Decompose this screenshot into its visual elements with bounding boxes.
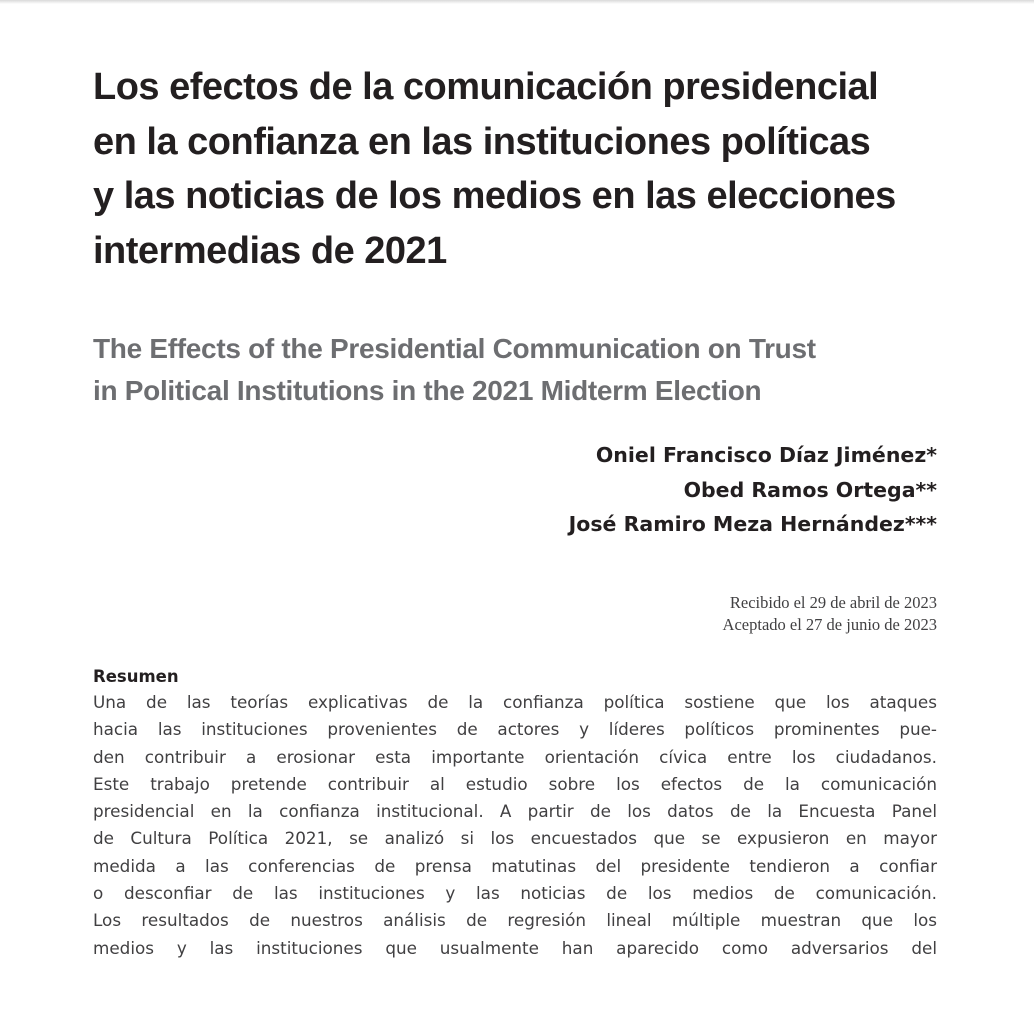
abstract-heading: Resumen bbox=[93, 667, 179, 686]
abstract-line: o desconfiar de las instituciones y las noticias de los medios de comunicación. bbox=[93, 883, 937, 904]
author-name: José Ramiro Meza Hernández*** bbox=[568, 512, 937, 536]
title-es-line: en la confianza en las instituciones políticas bbox=[93, 120, 871, 163]
abstract-line: Una de las teorías explicativas de la confianza política sostiene que los ataques bbox=[93, 692, 937, 712]
article-title-spanish bbox=[93, 60, 953, 278]
abstract-line: de Cultura Política 2021, se analizó si los encuestados que se expusieron en mayor bbox=[93, 828, 937, 849]
accepted-date: Aceptado el 27 de junio de 2023 bbox=[722, 615, 937, 634]
received-date: Recibido el 29 de abril de 2023 bbox=[729, 593, 937, 612]
abstract-line: den contribuir a erosionar esta importante orientación cívica entre los ciudadanos. bbox=[93, 746, 937, 767]
author-name: Oniel Francisco Díaz Jiménez* bbox=[595, 443, 937, 467]
abstract-line: Los resultados de nuestros análisis de regresión lineal múltiple muestran que los bbox=[93, 910, 937, 931]
abstract-line: medios y las instituciones que usualmente han aparecido como adversarios del bbox=[93, 937, 937, 958]
abstract-line: presidencial en la confianza institucional. A partir de los datos de la Encuesta Panel bbox=[93, 801, 937, 822]
title-es-line: y las noticias de los medios en las elecciones bbox=[93, 175, 896, 217]
author-name: Obed Ramos Ortega** bbox=[683, 477, 937, 502]
title-en-line: in Political Institutions in the 2021 Midterm Election bbox=[93, 375, 762, 406]
title-en-line: The Effects of the Presidential Communication on Trust bbox=[93, 333, 816, 364]
abstract-line: Este trabajo pretende contribuir al estudio sobre los efectos de la comunicación bbox=[93, 773, 937, 794]
submission-dates bbox=[723, 592, 937, 636]
article-title-english bbox=[93, 328, 953, 412]
title-es-line: Los efectos de la comunicación presidencial bbox=[93, 66, 879, 108]
title-es-line: intermedias de 2021 bbox=[93, 229, 447, 272]
abstract-line: medida a las conferencias de prensa matutinas del presidente tendieron a confiar bbox=[93, 855, 937, 876]
abstract-body bbox=[93, 689, 937, 962]
author-list bbox=[569, 438, 937, 542]
abstract-line: hacia las instituciones provenientes de actores y líderes políticos prominentes pue- bbox=[93, 719, 937, 740]
page-top-edge bbox=[0, 0, 1034, 4]
